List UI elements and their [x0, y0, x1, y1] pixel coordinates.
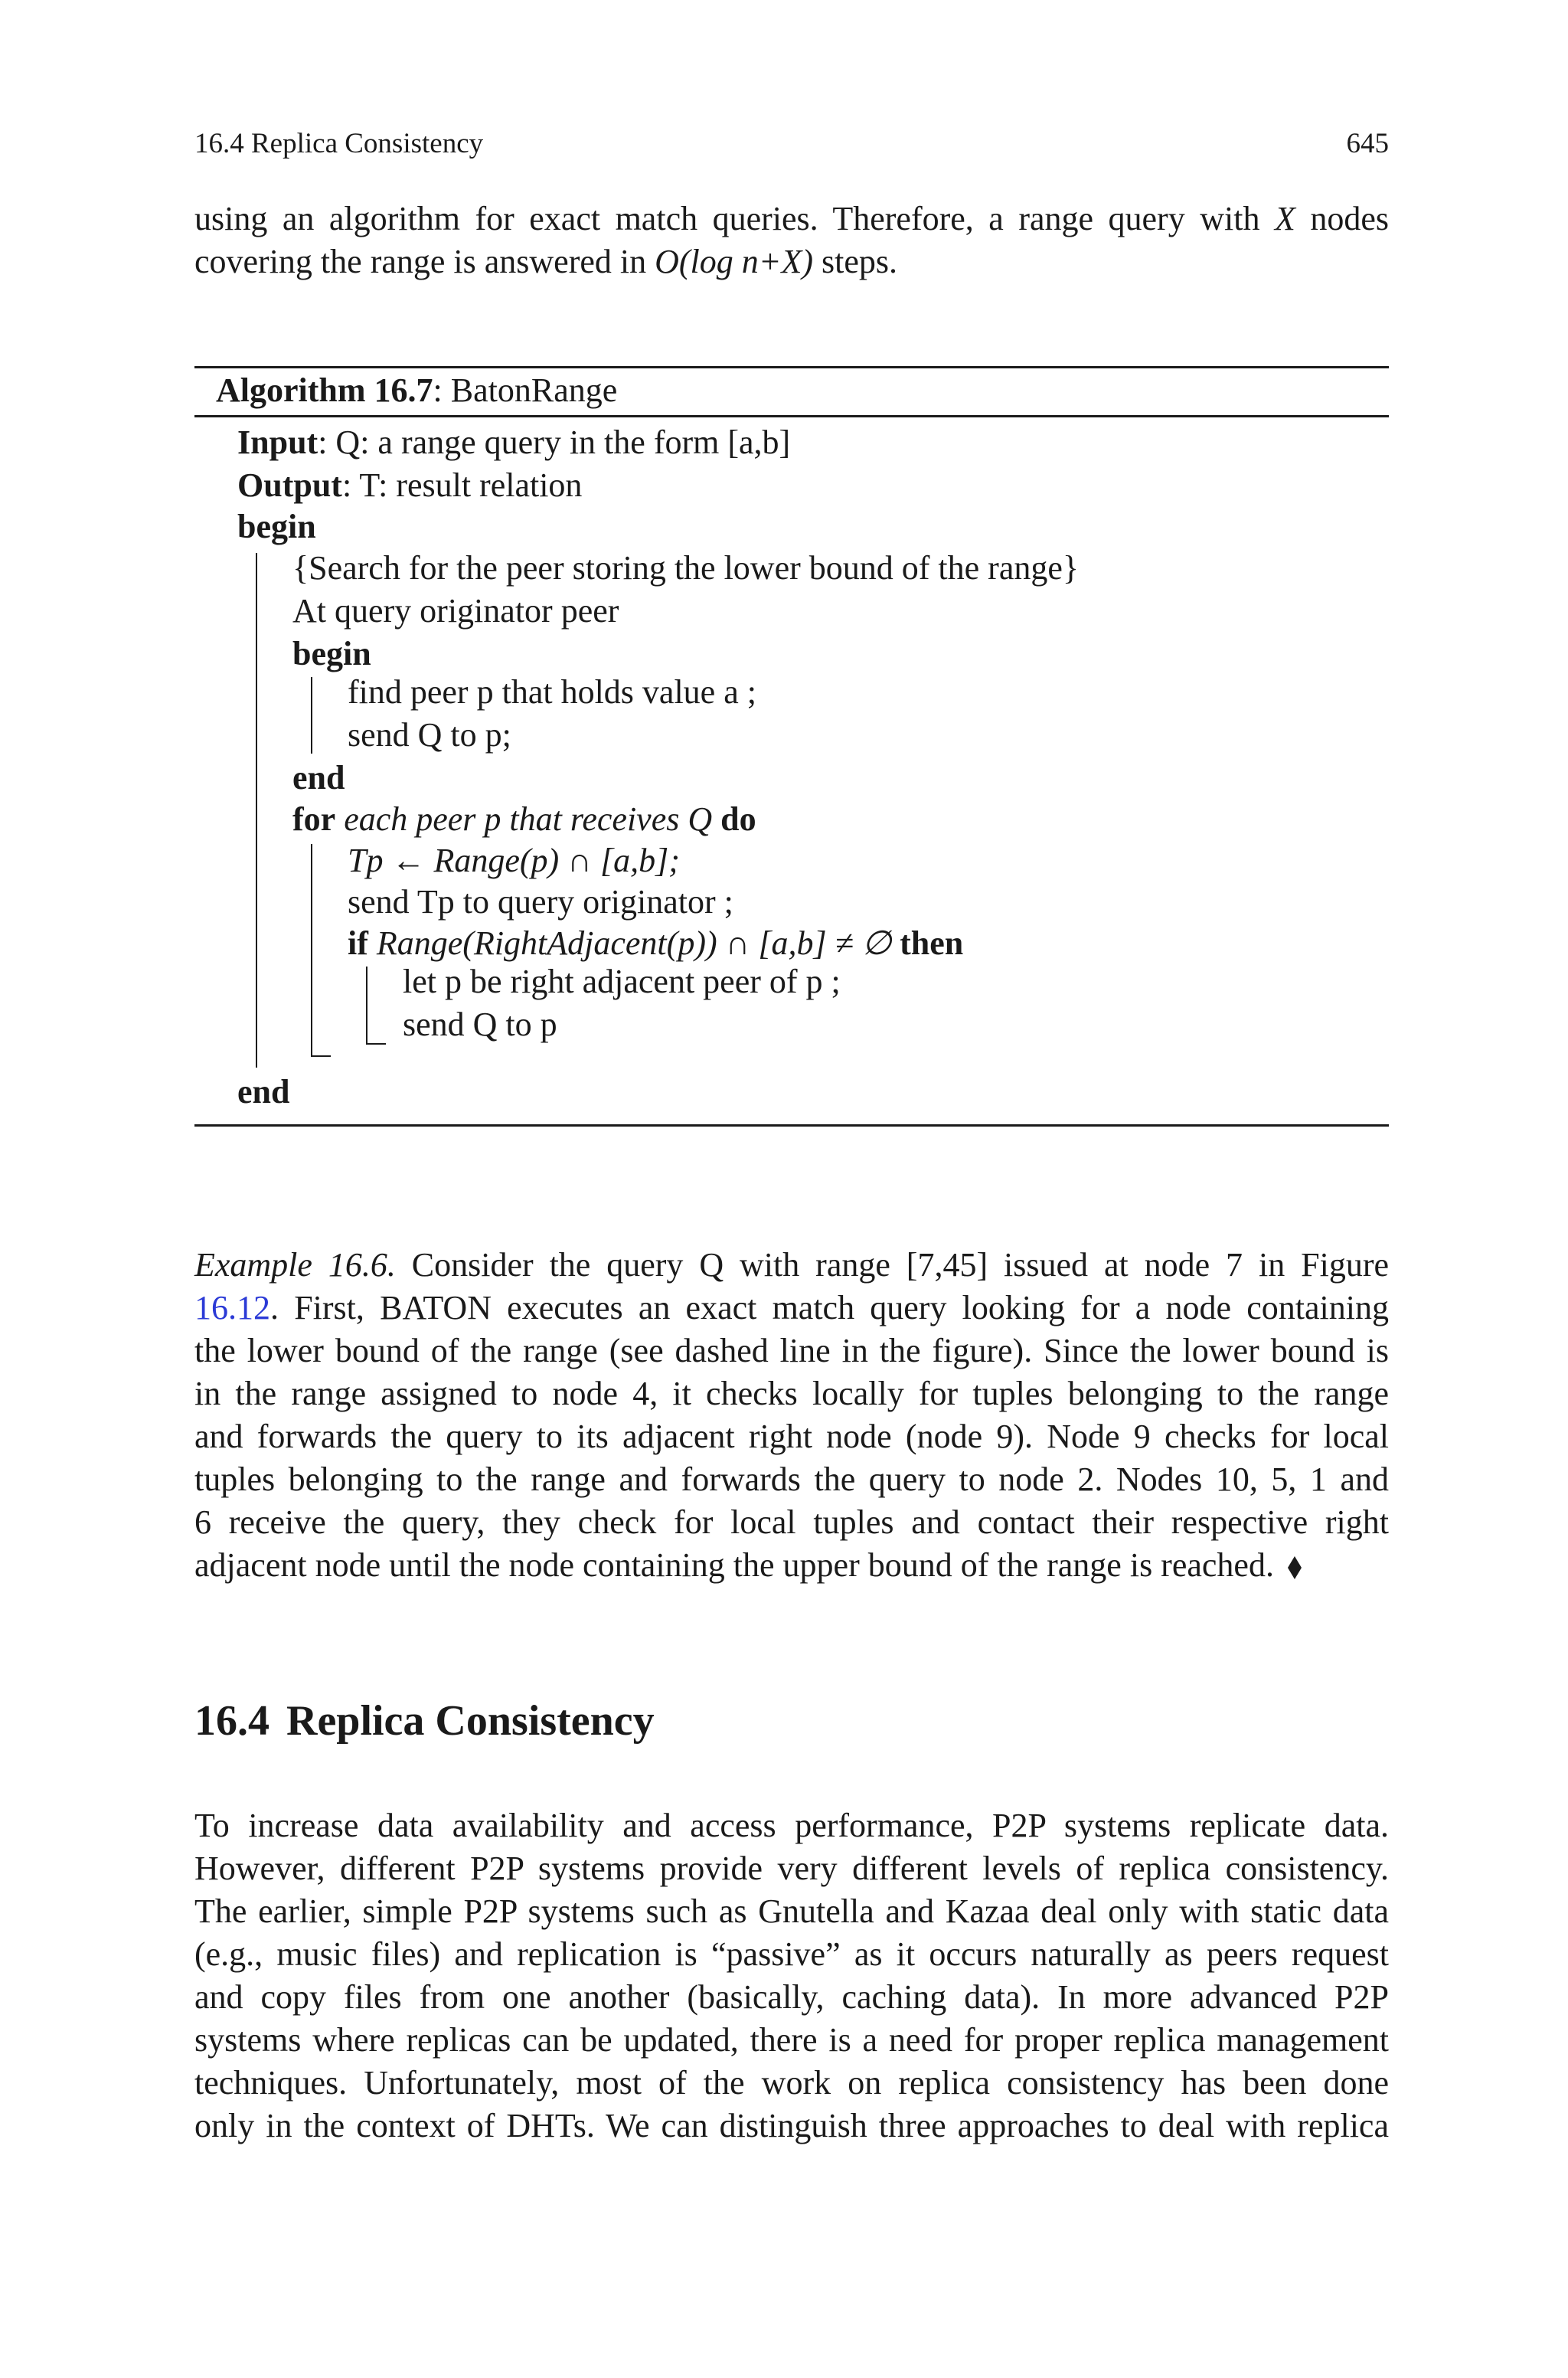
example-line-7: 6 receive the query, they check for local tuples and contact their respective right [194, 1503, 1389, 1541]
example-line-5: and forwards the query to its adjacent right node (node 9). Node 9 checks for local [194, 1418, 1389, 1455]
algorithm-find-peer: find peer p that holds value a ; [348, 673, 756, 711]
for-block-foot [311, 1055, 331, 1057]
algorithm-input: Input: Q: a range query in the form [a,b] [237, 424, 791, 461]
example-line-8: adjacent node until the node containing the upper bound of the range is reached. [194, 1544, 1389, 1587]
example-line-3: the lower bound of the range (see dashed line in the figure). Since the lower bound is [194, 1332, 1389, 1369]
algorithm-title: Algorithm 16.7: BatonRange [216, 371, 618, 409]
section-title: Replica Consistency [286, 1697, 655, 1745]
body-line-1: To increase data availability and access performance, P2P systems replicate data. [194, 1807, 1389, 1844]
header-section-title: 16.4 Replica Consistency [194, 128, 484, 159]
example-line-1: Example 16.6. Consider the query Q with range [7,45] issued at node 7 in Figure [194, 1246, 1389, 1284]
body-line-4: (e.g., music files) and replication is “passive” as it occurs naturally as peers request [194, 1935, 1389, 1973]
intro-line-1: using an algorithm for exact match queries. Therefore, a range query with X nodes [194, 200, 1389, 237]
algorithm-for-loop: for each peer p that receives Q do [292, 800, 756, 838]
body-line-2: However, different P2P systems provide very different levels of replica consistency. [194, 1850, 1389, 1887]
algorithm-send-tp: send Tp to query originator ; [348, 883, 733, 921]
example-line-6: tuples belonging to the range and forwards the query to node 2. Nodes 10, 5, 1 and [194, 1460, 1389, 1498]
algorithm-body [0, 0, 1568, 1149]
page-number: 645 [1346, 128, 1389, 159]
example-paragraph [194, 1244, 1389, 1587]
figure-link[interactable]: 16.12 [194, 1289, 270, 1326]
algorithm-originator: At query originator peer [292, 592, 619, 630]
inner-block-bar [311, 677, 312, 754]
inner-end: end [292, 759, 345, 796]
example-line-4: in the range assigned to node 4, it checks locally for tuples belonging to the range [194, 1375, 1389, 1412]
algorithm-begin: begin [237, 508, 316, 545]
section-heading [194, 1696, 655, 1745]
body-line-6: systems where replicas can be updated, there is a need for proper replica management [194, 2021, 1389, 2059]
for-block-bar [311, 844, 312, 1055]
algorithm-if: if Range(RightAdjacent(p)) ∩ [a,b] ≠ ∅ then [348, 924, 964, 962]
body-line-3: The earlier, simple P2P systems such as Gnutella and Kazaa deal only with static data [194, 1892, 1389, 1930]
algorithm-send-q-to-p: send Q to p [403, 1006, 557, 1043]
algorithm-output: Output: T: result relation [237, 466, 583, 504]
end-of-example-icon [1288, 1556, 1302, 1579]
algorithm-end: end [237, 1073, 290, 1110]
algorithm-tp-assign: Tp ← Range(p) ∩ [a,b]; [348, 842, 680, 879]
if-block-bar [366, 967, 368, 1043]
body-line-8: only in the context of DHTs. We can distinguish three approaches to deal with replica [194, 2107, 1389, 2144]
algorithm-send-q: send Q to p; [348, 716, 511, 754]
outer-block-bar [256, 553, 257, 1068]
algorithm-let-p: let p be right adjacent peer of p ; [403, 963, 841, 1000]
body-line-5: and copy files from one another (basically, caching data). In more advanced P2P [194, 1978, 1389, 2016]
intro-line-2: covering the range is answered in O(log n+X) steps. [194, 243, 897, 280]
section-number: 16.4 [194, 1697, 270, 1745]
inner-begin: begin [292, 635, 371, 672]
example-line-2: 16.12. First, BATON executes an exact match query looking for a node containing [194, 1289, 1389, 1326]
if-block-foot [366, 1043, 386, 1045]
body-line-7: techniques. Unfortunately, most of the work on replica consistency has been done [194, 2064, 1389, 2102]
body-paragraph [194, 1804, 1389, 2147]
algorithm-comment: {Search for the peer storing the lower bound of the range} [292, 549, 1079, 587]
